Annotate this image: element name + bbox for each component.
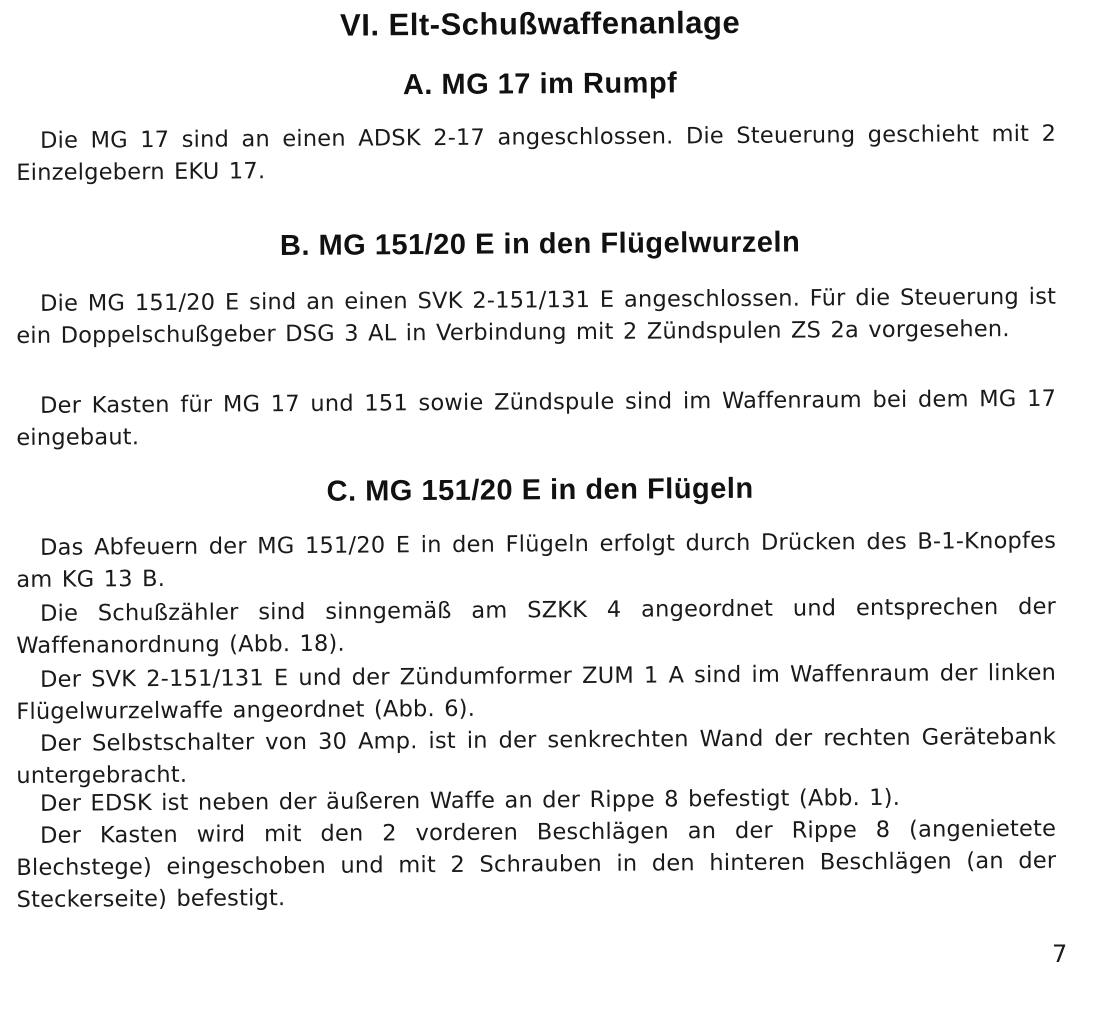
section-a-paragraph-1: Die MG 17 sind an einen ADSK 2-17 angeschlossen. Die Steuerung geschieht mit 2 Einzelgebern EKU 17. <box>16 120 1057 186</box>
page-number: 7 <box>1052 940 1068 968</box>
section-c-heading: C. MG 151/20 E in den Flügeln <box>326 472 754 508</box>
section-b-heading: B. MG 151/20 E in den Flügelwurzeln <box>279 226 801 263</box>
section-c-paragraph-6: Der Kasten wird mit den 2 vorderen Beschlägen an der Rippe 8 (angenietete Blechstege) eingeschoben und mit 2 Schrauben in den hinteren Beschlägen (an der Steckerseite) befestigt. <box>16 815 1057 913</box>
section-c-paragraph-1: Das Abfeuern der MG 151/20 E in den Flügeln erfolgt durch Drücken des B-1-Knopfes am KG 13 B. <box>16 527 1057 593</box>
section-c-paragraph-2: Die Schußzähler sind sinngemäß am SZKK 4 angeordnet und entsprechen der Waffenanordnung (Abb. 18). <box>16 593 1057 659</box>
section-b-paragraph-2: Der Kasten für MG 17 und 151 sowie Zündspule sind im Waffenraum bei dem MG 17 eingebaut. <box>16 385 1057 451</box>
section-c-paragraph-3: Der SVK 2-151/131 E und der Zündumformer ZUM 1 A sind im Waffenraum der linken Flügelwurzelwaffe angeordnet (Abb. 6). <box>16 659 1057 725</box>
section-a-heading: A. MG 17 im Rumpf <box>402 67 678 102</box>
section-c-paragraph-4: Der Selbstschalter von 30 Amp. ist in der senkrechten Wand der rechten Gerätebank untergebracht. <box>16 723 1057 789</box>
chapter-title: VI. Elt-Schußwaffenanlage <box>339 4 741 43</box>
section-b-paragraph-1: Die MG 151/20 E sind an einen SVK 2-151/131 E angeschlossen. Für die Steuerung ist ein Doppelschußgeber DSG 3 AL in Verbindung mit 2 Zündspulen ZS 2a vorgesehen. <box>16 283 1057 349</box>
section-c-paragraph-5: Der EDSK ist neben der äußeren Waffe an der Rippe 8 befestigt (Abb. 1). <box>40 784 901 817</box>
